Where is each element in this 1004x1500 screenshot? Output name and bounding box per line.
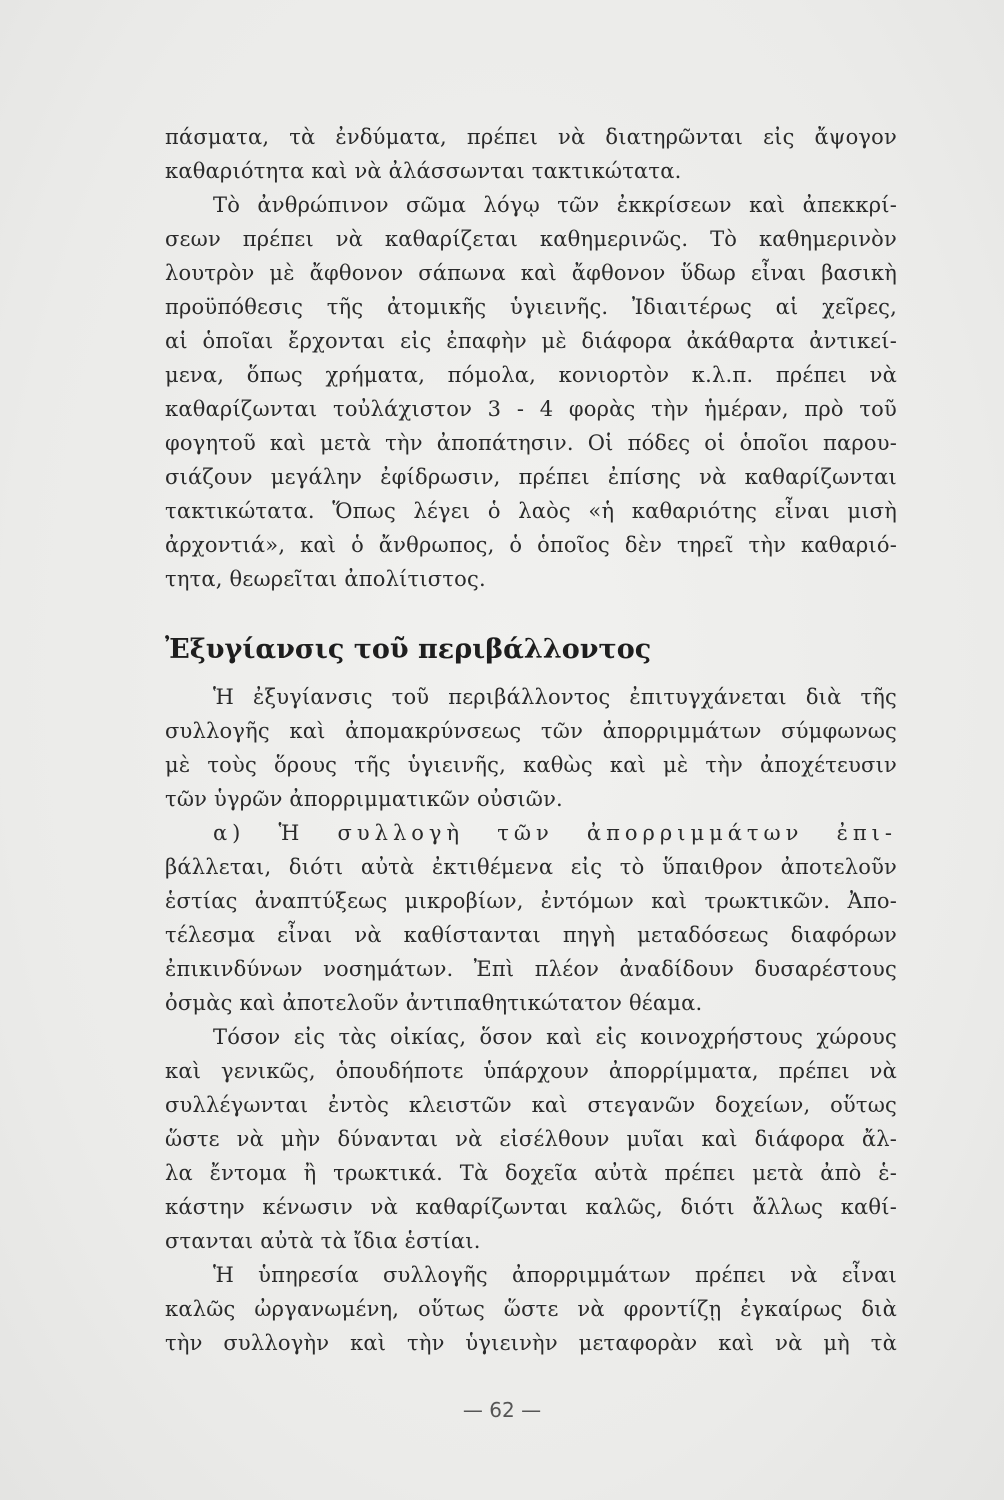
text-line: Ἡ ἐξυγίανσις τοῦ περιβάλλοντος ἐπιτυγχάνεται διὰ τῆς [213,685,897,709]
text-line: σιάζουν μεγάλην ἐφίδρωσιν, πρέπει ἐπίσης νὰ καθαρίζωνται [165,465,897,489]
text-line: σεων πρέπει νὰ καθαρίζεται καθημερινῶς. Τὸ καθημερινὸν [165,227,897,251]
text-line: τέλεσμα εἶναι νὰ καθίστανται πηγὴ μεταδόσεως διαφόρων [165,923,897,947]
page-number: — 62 — [462,1398,542,1422]
text-line: ἑστίας ἀναπτύξεως μικροβίων, ἐντόμων καὶ τρωκτικῶν. Ἀπο- [165,889,897,913]
text-line: καὶ γενικῶς, ὁπουδήποτε ὑπάρχουν ἀπορρίμματα, πρέπει νὰ [165,1059,897,1083]
text-line: φογητοῦ καὶ μετὰ τὴν ἀποπάτησιν. Οἱ πόδες οἱ ὁποῖοι παρου- [165,431,897,455]
text-line: Ἡ ὑπηρεσία συλλογῆς ἀπορριμμάτων πρέπει νὰ εἶναι [213,1263,897,1287]
text-line: ἀρχοντιά», καὶ ὁ ἄνθρωπος, ὁ ὁποῖος δὲν τηρεῖ τὴν καθαριό- [165,533,897,557]
text-line: βάλλεται, διότι αὐτὰ ἐκτιθέμενα εἰς τὸ ὕπαιθρον ἀποτελοῦν [165,855,897,879]
text-line: καλῶς ὠργανωμένη, οὕτως ὥστε νὰ φροντίζῃ ἐγκαίρως διὰ [165,1297,897,1321]
text-line: Τόσον εἰς τὰς οἰκίας, ὅσον καὶ εἰς κοινοχρήστους χώρους [213,1025,897,1049]
section-heading: Ἐξυγίανσις τοῦ περιβάλλοντος [165,634,652,665]
text-line: πάσματα, τὰ ἐνδύματα, πρέπει νὰ διατηρῶνται εἰς ἄψογον [165,125,897,149]
text-line: στανται αὐτὰ τὰ ἴδια ἑστίαι. [165,1229,481,1253]
text-line: κάστην κένωσιν νὰ καθαρίζωνται καλῶς, διότι ἄλλως καθί- [165,1195,897,1219]
text-line: ἐπικινδύνων νοσημάτων. Ἐπὶ πλέον ἀναδίδουν δυσαρέστους [165,957,897,981]
text-line: προϋπόθεσις τῆς ἀτομικῆς ὑγιεινῆς. Ἰδιαιτέρως αἱ χεῖρες, [165,295,897,319]
text-line: μενα, ὅπως χρήματα, πόμολα, κονιορτὸν κ.λ.π. πρέπει νὰ [165,363,897,387]
text-line: τῶν ὑγρῶν ἀπορριμματικῶν οὐσιῶν. [165,787,563,811]
text-line: ὥστε νὰ μὴν δύνανται νὰ εἰσέλθουν μυῖαι καὶ διάφορα ἄλ- [165,1127,897,1151]
text-line: α) Ἡ συλλογὴ τῶν ἀπορριμμάτων ἐπι- [213,821,897,845]
text-line: καθαριότητα καὶ νὰ ἀλάσσωνται τακτικώτατα. [165,159,682,183]
text-line: Τὸ ἀνθρώπινον σῶμα λόγῳ τῶν ἐκκρίσεων καὶ ἀπεκκρί- [213,193,897,217]
text-line: συλλέγωνται ἐντὸς κλειστῶν καὶ στεγανῶν δοχείων, οὕτως [165,1093,897,1117]
text-line: αἱ ὁποῖαι ἔρχονται εἰς ἐπαφὴν μὲ διάφορα ἀκάθαρτα ἀντικεί- [165,329,897,353]
text-line: καθαρίζωνται τοὐλάχιστον 3 - 4 φορὰς τὴν ἡμέραν, πρὸ τοῦ [165,397,897,421]
text-line: συλλογῆς καὶ ἀπομακρύνσεως τῶν ἀπορριμμάτων σύμφωνως [165,719,897,743]
text-line: τὴν συλλογὴν καὶ τὴν ὑγιεινὴν μεταφορὰν καὶ νὰ μὴ τὰ [165,1331,897,1355]
text-line: ὀσμὰς καὶ ἀποτελοῦν ἀντιπαθητικώτατον θέαμα. [165,991,703,1015]
text-line: λα ἔντομα ἢ τρωκτικά. Τὰ δοχεῖα αὐτὰ πρέπει μετὰ ἀπὸ ἑ- [165,1161,897,1185]
text-line: τητα, θεωρεῖται ἀπολίτιστος. [165,567,486,591]
text-line: τακτικώτατα. Ὅπως λέγει ὁ λαὸς «ἡ καθαριότης εἶναι μισὴ [165,499,897,523]
text-line: μὲ τοὺς ὅρους τῆς ὑγιεινῆς, καθὼς καὶ μὲ τὴν ἀποχέτευσιν [165,753,897,777]
text-line: λουτρὸν μὲ ἄφθονον σάπωνα καὶ ἄφθονον ὕδωρ εἶναι βασικὴ [165,261,897,285]
